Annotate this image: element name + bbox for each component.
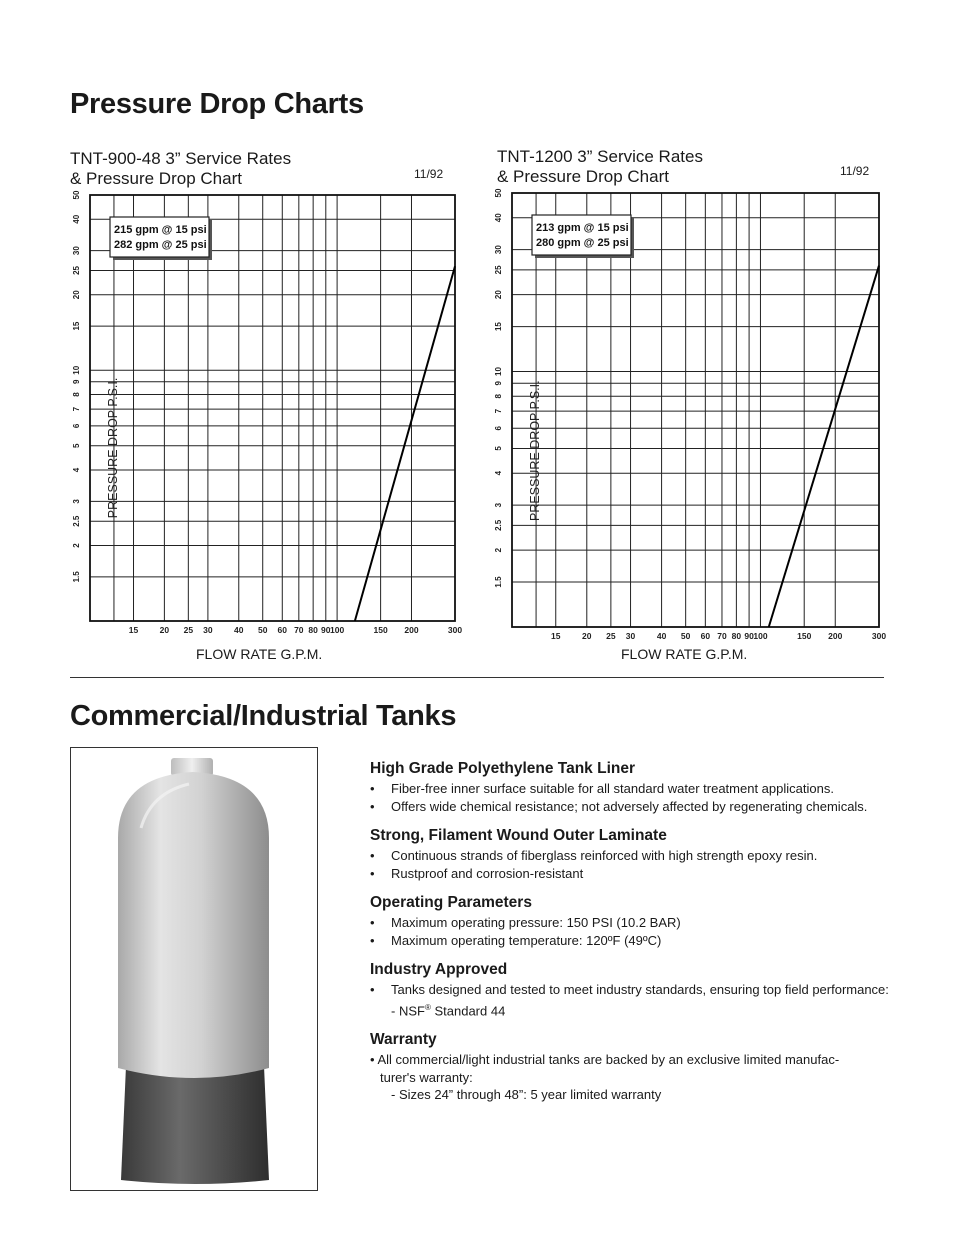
legend-box [532,215,631,255]
y-tick-label: 20 [494,290,503,300]
y-tick-label: 10 [72,365,81,375]
list-item: • Tanks designed and tested to meet industry standards, ensuring top field performance: [370,982,889,997]
feature-laminate [370,827,890,882]
x-tick-label: 25 [606,631,616,641]
list-item: • Continuous strands of fiberglass reinforced with high strength epoxy resin. [370,848,818,863]
y-tick-label: 9 [494,381,503,386]
x-tick-label: 200 [404,625,419,635]
x-tick-label: 40 [234,625,244,635]
chart-1-title [70,149,291,189]
y-tick-label: 4 [494,470,503,476]
chart-2-xlabel: FLOW RATE G.P.M. [621,646,748,662]
y-tick-label: 40 [72,214,81,224]
x-tick-label: 30 [625,631,636,641]
y-tick-label: 3 [494,502,503,508]
legend-line-1: 215 gpm @ 15 psi [114,224,207,236]
series-line [769,266,879,627]
page-title: Pressure Drop Charts [70,88,364,120]
x-tick-label: 70 [717,631,727,641]
nsf-standard: - NSF® Standard 44 [391,1002,506,1018]
y-tick-label: 2.5 [494,519,503,531]
y-tick-label: 4 [72,467,81,473]
list-item: • Offers wide chemical resistance; not adversely affected by regenerating chemicals. [370,798,868,814]
x-tick-label: 15 [128,625,139,635]
y-tick-label: 2 [72,543,81,548]
y-tick-label: 15 [72,321,81,331]
x-tick-label: 300 [871,631,887,641]
chart-2-title [497,147,703,187]
y-tick-label: 8 [72,392,81,397]
y-tick-label: 1.5 [494,576,503,588]
x-tick-label: 50 [680,631,691,641]
tank-image-frame [70,747,318,1191]
legend-line-1: 213 gpm @ 15 psi [536,222,629,234]
y-tick-label: 3 [72,499,81,504]
x-tick-label: 150 [373,625,388,635]
feature-warranty [370,1031,890,1104]
plot-frame [512,193,879,627]
feature-liner-heading: High Grade Polyethylene Tank Liner [370,760,635,777]
x-tick-label: 30 [203,625,213,635]
x-tick-label: 100 [753,631,768,641]
y-tick-label: 10 [494,367,503,377]
y-tick-label: 5 [72,443,81,448]
x-tick-label: 80 [308,625,318,635]
legend-line-2: 282 gpm @ 25 psi [114,239,207,251]
feature-approved [370,961,890,1019]
section-title-tanks: Commercial/Industrial Tanks [70,700,457,732]
y-tick-label: 7 [72,406,81,412]
feature-laminate-heading: Strong, Filament Wound Outer Laminate [370,827,667,844]
x-tick-label: 60 [700,631,711,641]
legend-box [110,217,209,257]
y-tick-label: 30 [494,245,503,255]
y-tick-label: 50 [72,190,81,200]
list-item: • Maximum operating temperature: 120ºF (49ºC) [370,932,662,948]
chart-2-title-line2: & Pressure Drop Chart [497,167,669,186]
y-tick-label: 1.5 [72,571,81,583]
x-tick-label: 20 [159,625,170,635]
series-line [355,266,455,621]
x-tick-label: 90 [321,625,331,635]
y-tick-label: 25 [494,265,503,275]
feature-approved-heading: Industry Approved [370,961,508,978]
x-tick-label: 300 [447,625,463,635]
y-tick-label: 15 [494,322,503,332]
tank-body [118,772,269,1078]
feature-warranty-heading: Warranty [370,1031,437,1049]
y-tick-label: 7 [494,408,503,414]
chart-1-plot [70,190,465,645]
y-tick-label: 8 [494,394,503,399]
list-item: • Maximum operating pressure: 150 PSI (10.2 BAR) [370,915,681,930]
features-list [370,760,890,1116]
chart-2-title-line1: TNT-1200 3” Service Rates [497,147,703,166]
list-item: • Rustproof and corrosion-resistant [370,865,584,881]
feature-operating-heading: Operating Parameters [370,894,532,911]
chart-1-title-line1: TNT-900-48 3” Service Rates [70,149,292,168]
x-tick-label: 20 [582,631,592,641]
y-tick-label: 6 [72,423,81,429]
x-tick-label: 80 [731,631,742,641]
y-tick-label: 5 [494,446,503,451]
x-tick-label: 15 [551,631,561,641]
x-tick-label: 25 [183,625,194,635]
y-tick-label: 9 [72,379,81,384]
feature-liner [370,760,890,815]
y-tick-label: 20 [72,290,81,300]
chart-2-plot [492,190,892,645]
section-divider [70,677,884,678]
list-item: • All commercial/light industrial tanks are backed by an exclusive limited manufac- turer's warranty: [370,1052,840,1085]
list-item: • Fiber-free inner surface suitable for all standard water treatment applications. [370,781,834,796]
chart-1-title-line2: & Pressure Drop Chart [70,169,242,188]
x-tick-label: 200 [828,631,843,641]
legend-line-2: 280 gpm @ 25 psi [536,237,629,249]
y-tick-label: 30 [72,246,81,256]
x-tick-label: 100 [330,625,345,635]
x-tick-label: 90 [744,631,754,641]
feature-operating [370,894,890,949]
chart-2-date: 11/92 [840,164,870,178]
x-tick-label: 40 [656,631,667,641]
y-tick-label: 25 [72,266,81,275]
chart-1-xlabel: FLOW RATE G.P.M. [196,646,323,662]
tank-base [121,1066,269,1184]
x-tick-label: 150 [797,631,812,641]
warranty-detail: - Sizes 24” through 48”: 5 year limited warranty [391,1087,662,1103]
tank-image [71,748,317,1190]
chart-1-date: 11/92 [414,167,444,181]
y-axis-label: PRESSURE DROP P.S.I. [528,380,542,521]
y-tick-label: 50 [494,188,503,198]
y-tick-label: 2 [494,547,503,553]
y-axis-label: PRESSURE DROP P.S.I. [106,377,120,519]
x-tick-label: 50 [257,625,268,635]
y-tick-label: 6 [494,425,503,431]
x-tick-label: 70 [294,625,304,635]
y-tick-label: 2.5 [72,515,81,527]
x-tick-label: 60 [277,625,288,635]
y-tick-label: 40 [494,213,503,223]
